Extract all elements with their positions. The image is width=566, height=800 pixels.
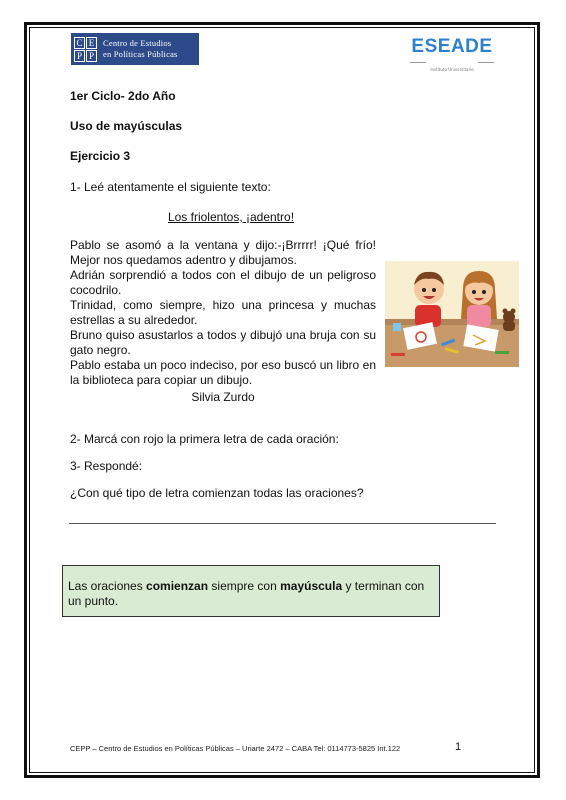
- story-sentence: Adrián sorprendió a todos con el dibujo de un peligroso cocodrilo.: [70, 268, 376, 297]
- instruction-read: 1- Leé atentamente el siguiente texto:: [70, 180, 271, 194]
- story-author: Silvia Zurdo: [191, 390, 255, 404]
- story-text: [70, 238, 376, 388]
- answer-bold-word: mayúscula: [280, 579, 343, 593]
- cepp-monogram: [74, 37, 97, 62]
- instruction-answer: 3- Respondé:: [70, 459, 143, 473]
- answer-text: siempre con: [208, 579, 281, 593]
- exercise-heading: Ejercicio 3: [70, 149, 131, 163]
- answer-bold-word: comienzan: [146, 579, 209, 593]
- page-number: 1: [455, 741, 462, 753]
- story-title: Los friolentos, ¡adentro!: [167, 210, 295, 224]
- answer-box: [62, 565, 440, 617]
- cepp-letter: C: [74, 37, 85, 49]
- story-sentence: Bruno quiso asustarlos a todos y dibujó una bruja con su gato negro.: [70, 328, 376, 357]
- instruction-mark-red: 2- Marcá con rojo la primera letra de cada oración:: [70, 432, 339, 446]
- eseade-logo-name: ESEADE: [411, 36, 493, 57]
- story-sentence: Pablo estaba un poco indeciso, por eso buscó un libro en la biblioteca para copiar un dibujo.: [70, 358, 376, 387]
- eseade-logo-subtitle-row: [406, 58, 498, 72]
- story-sentence: Trinidad, como siempre, hizo una princesa y muchas estrellas a su alrededor.: [70, 298, 376, 327]
- cepp-logo: [71, 33, 199, 65]
- eseade-logo-subtitle: Instituto Universitario: [430, 67, 474, 72]
- eseade-logo: [406, 36, 498, 72]
- answer-line[interactable]: [69, 523, 496, 524]
- cepp-logo-line2: en Políticas Públicas: [103, 49, 178, 59]
- answer-text: Las oraciones: [68, 579, 147, 593]
- cepp-letter: P: [74, 50, 85, 62]
- cepp-letter: P: [86, 50, 97, 62]
- story-sentence: Pablo se asomó a la ventana y dijo:-¡Brrrrr! ¡Qué frío! Mejor nos quedamos adentro y dibujamos.: [70, 238, 376, 267]
- children-drawing-illustration: [385, 261, 519, 367]
- answer-text: y terminan con un punto.: [68, 579, 425, 608]
- cepp-logo-line1: Centro de Estudios: [103, 38, 172, 48]
- cepp-letter: E: [86, 37, 97, 49]
- question-text: ¿Con qué tipo de letra comienzan todas las oraciones?: [70, 486, 364, 500]
- topic-heading: Uso de mayúsculas: [70, 119, 183, 133]
- footer-contact: CEPP – Centro de Estudios en Políticas Públicas – Uriarte 2472 – CABA Tel: 0114773-5825 Int.122: [70, 744, 401, 753]
- cycle-heading: 1er Ciclo- 2do Año: [70, 89, 176, 103]
- cepp-logo-text: [103, 38, 178, 60]
